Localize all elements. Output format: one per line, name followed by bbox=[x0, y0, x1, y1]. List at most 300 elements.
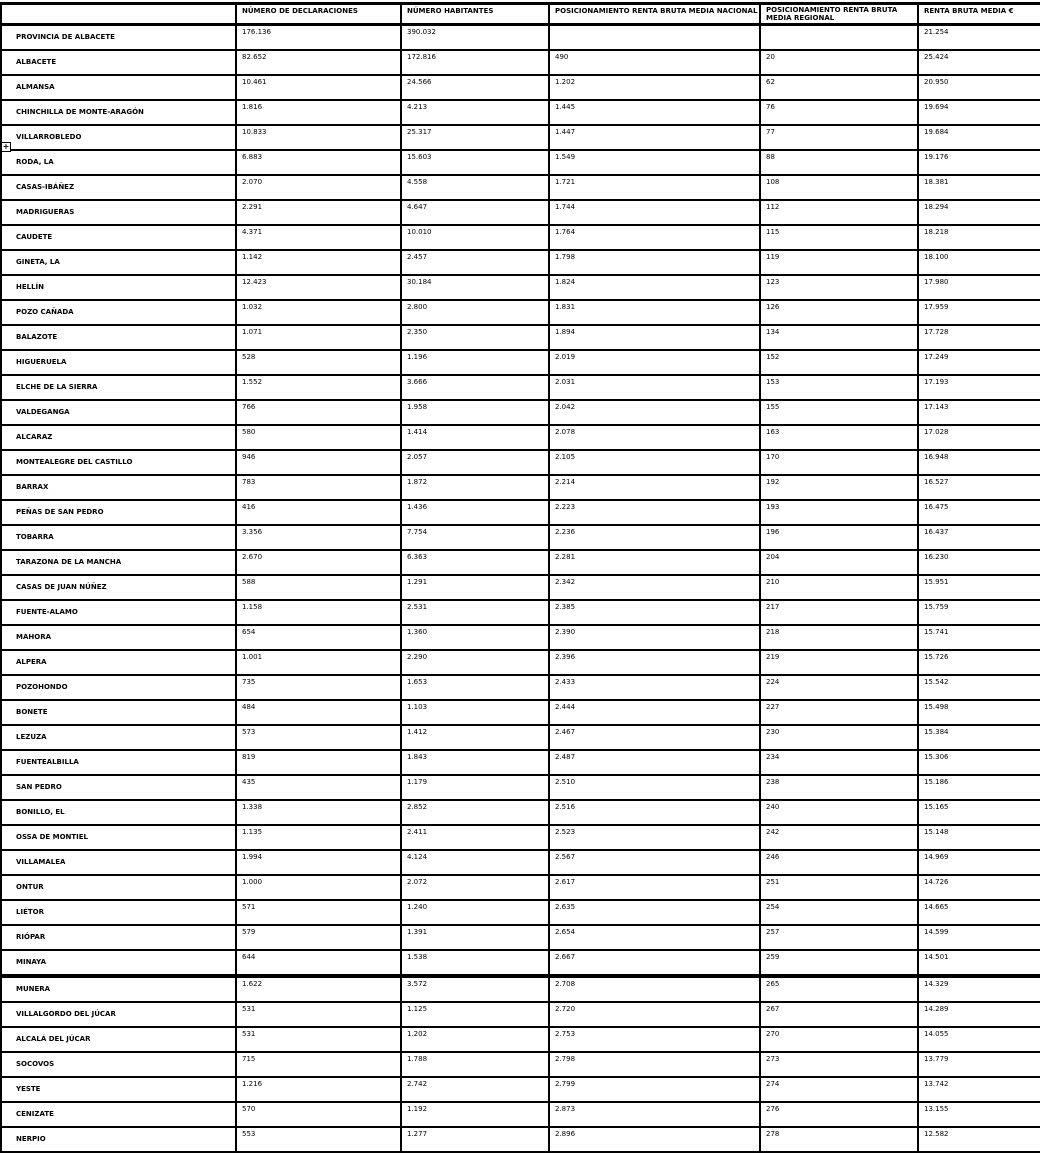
cell-habitantes: 1.196 bbox=[401, 350, 549, 375]
cell-pos-nacional: 490 bbox=[549, 50, 760, 75]
table-row bbox=[1, 850, 1040, 875]
cell-pos-nacional: 1.764 bbox=[549, 225, 760, 250]
municipality-name: CASAS-IBÁÑEZ bbox=[1, 175, 236, 200]
municipality-name: SAN PEDRO bbox=[1, 775, 236, 800]
cell-habitantes: 1.391 bbox=[401, 925, 549, 950]
municipality-name: CHINCHILLA DE MONTE-ARAGÓN bbox=[1, 100, 236, 125]
cell-declaraciones: 735 bbox=[236, 675, 401, 700]
municipality-name: FUENTE-ALAMO bbox=[1, 600, 236, 625]
income-table bbox=[0, 2, 1040, 1153]
cell-pos-nacional: 2.635 bbox=[549, 900, 760, 925]
cell-habitantes: 25.317 bbox=[401, 125, 549, 150]
cell-renta-media: 12.582 bbox=[918, 1127, 1040, 1152]
table-row bbox=[1, 1002, 1040, 1027]
cell-pos-regional: 134 bbox=[760, 325, 918, 350]
cell-renta-media: 15.306 bbox=[918, 750, 1040, 775]
cell-declaraciones: 1.001 bbox=[236, 650, 401, 675]
cell-habitantes: 1.414 bbox=[401, 425, 549, 450]
municipality-name: HIGUERUELA bbox=[1, 350, 236, 375]
municipality-name: VILLALGORDO DEL JÚCAR bbox=[1, 1002, 236, 1027]
table-row bbox=[1, 825, 1040, 850]
cell-pos-nacional: 2.385 bbox=[549, 600, 760, 625]
cell-pos-nacional: 2.281 bbox=[549, 550, 760, 575]
table-row bbox=[1, 75, 1040, 100]
table-row bbox=[1, 50, 1040, 75]
cell-pos-regional: 242 bbox=[760, 825, 918, 850]
cell-declaraciones: 435 bbox=[236, 775, 401, 800]
table-header-row bbox=[1, 4, 1040, 25]
table-row bbox=[1, 900, 1040, 925]
cell-pos-nacional: 1.798 bbox=[549, 250, 760, 275]
table-row bbox=[1, 525, 1040, 550]
cell-pos-regional: 108 bbox=[760, 175, 918, 200]
cell-habitantes: 1.788 bbox=[401, 1052, 549, 1077]
header-declaraciones: NÚMERO DE DECLARACIONES bbox=[236, 4, 401, 25]
cell-declaraciones: 1.816 bbox=[236, 100, 401, 125]
cell-habitantes: 1.192 bbox=[401, 1102, 549, 1127]
cell-renta-media: 15.759 bbox=[918, 600, 1040, 625]
municipality-name: PEÑAS DE SAN PEDRO bbox=[1, 500, 236, 525]
cell-pos-nacional: 2.105 bbox=[549, 450, 760, 475]
cell-renta-media: 17.249 bbox=[918, 350, 1040, 375]
cell-pos-nacional: 2.236 bbox=[549, 525, 760, 550]
cell-pos-nacional: 1.202 bbox=[549, 75, 760, 100]
cell-declaraciones: 2.670 bbox=[236, 550, 401, 575]
cell-pos-nacional: 2.031 bbox=[549, 375, 760, 400]
cell-renta-media: 15.741 bbox=[918, 625, 1040, 650]
cell-declaraciones: 766 bbox=[236, 400, 401, 425]
cell-pos-nacional: 2.873 bbox=[549, 1102, 760, 1127]
cell-pos-regional: 227 bbox=[760, 700, 918, 725]
cell-pos-regional: 192 bbox=[760, 475, 918, 500]
cell-declaraciones: 946 bbox=[236, 450, 401, 475]
cell-pos-nacional: 2.467 bbox=[549, 725, 760, 750]
cell-habitantes: 2.852 bbox=[401, 800, 549, 825]
cell-pos-nacional: 1.894 bbox=[549, 325, 760, 350]
cell-pos-nacional: 1.549 bbox=[549, 150, 760, 175]
cell-pos-regional: 219 bbox=[760, 650, 918, 675]
cell-declaraciones: 3.356 bbox=[236, 525, 401, 550]
cell-habitantes: 15.603 bbox=[401, 150, 549, 175]
municipality-name: MADRIGUERAS bbox=[1, 200, 236, 225]
cell-habitantes: 7.754 bbox=[401, 525, 549, 550]
cell-habitantes: 2.411 bbox=[401, 825, 549, 850]
municipality-name: ONTUR bbox=[1, 875, 236, 900]
cell-renta-media: 18.381 bbox=[918, 175, 1040, 200]
plus-icon[interactable]: + bbox=[2, 142, 10, 151]
table-row bbox=[1, 875, 1040, 900]
cell-renta-media: 17.193 bbox=[918, 375, 1040, 400]
table-row bbox=[1, 150, 1040, 175]
cell-pos-regional: 265 bbox=[760, 976, 918, 1002]
table-row bbox=[1, 125, 1040, 150]
cell-pos-nacional: 2.708 bbox=[549, 976, 760, 1002]
cell-renta-media: 14.969 bbox=[918, 850, 1040, 875]
cell-pos-nacional: 2.342 bbox=[549, 575, 760, 600]
table-row bbox=[1, 575, 1040, 600]
cell-pos-nacional: 2.567 bbox=[549, 850, 760, 875]
cell-pos-regional: 77 bbox=[760, 125, 918, 150]
municipality-name: MINAYA bbox=[1, 950, 236, 976]
cell-pos-nacional: 1.824 bbox=[549, 275, 760, 300]
cell-pos-nacional: 2.896 bbox=[549, 1127, 760, 1152]
cell-renta-media: 16.527 bbox=[918, 475, 1040, 500]
cell-renta-media: 15.165 bbox=[918, 800, 1040, 825]
cell-pos-regional: 217 bbox=[760, 600, 918, 625]
cell-pos-nacional: 2.223 bbox=[549, 500, 760, 525]
cell-renta-media: 14.726 bbox=[918, 875, 1040, 900]
cell-declaraciones: 819 bbox=[236, 750, 401, 775]
cell-habitantes: 4.647 bbox=[401, 200, 549, 225]
header-habitantes: NÚMERO HABITANTES bbox=[401, 4, 549, 25]
cell-pos-regional: 267 bbox=[760, 1002, 918, 1027]
cell-pos-regional: 238 bbox=[760, 775, 918, 800]
cell-renta-media: 16.230 bbox=[918, 550, 1040, 575]
table-row bbox=[1, 325, 1040, 350]
cell-declaraciones: 10.461 bbox=[236, 75, 401, 100]
municipality-name: VILLARROBLEDO bbox=[1, 125, 236, 150]
municipality-name: TOBARRA bbox=[1, 525, 236, 550]
header-pos-regional: POSICIONAMIENTO RENTA BRUTA MEDIA REGIONAL bbox=[760, 4, 918, 25]
cell-pos-nacional: 2.720 bbox=[549, 1002, 760, 1027]
cell-pos-regional: 119 bbox=[760, 250, 918, 275]
municipality-name: POZO CAÑADA bbox=[1, 300, 236, 325]
cell-renta-media: 15.542 bbox=[918, 675, 1040, 700]
cell-declaraciones: 1.071 bbox=[236, 325, 401, 350]
cell-declaraciones: 715 bbox=[236, 1052, 401, 1077]
table-row bbox=[1, 300, 1040, 325]
cell-habitantes: 1.103 bbox=[401, 700, 549, 725]
cell-habitantes: 6.363 bbox=[401, 550, 549, 575]
cell-declaraciones: 416 bbox=[236, 500, 401, 525]
cell-pos-nacional: 2.019 bbox=[549, 350, 760, 375]
cell-habitantes: 2.531 bbox=[401, 600, 549, 625]
cell-renta-media: 13.742 bbox=[918, 1077, 1040, 1102]
table-row bbox=[1, 450, 1040, 475]
cell-declaraciones: 4.371 bbox=[236, 225, 401, 250]
cell-habitantes: 2.072 bbox=[401, 875, 549, 900]
cell-renta-media: 25.424 bbox=[918, 50, 1040, 75]
cell-pos-regional: 274 bbox=[760, 1077, 918, 1102]
cell-pos-regional: 246 bbox=[760, 850, 918, 875]
table-row bbox=[1, 550, 1040, 575]
cell-pos-nacional: 1.447 bbox=[549, 125, 760, 150]
cell-declaraciones: 1.622 bbox=[236, 976, 401, 1002]
table-row bbox=[1, 675, 1040, 700]
cell-renta-media: 16.948 bbox=[918, 450, 1040, 475]
cell-renta-media: 18.218 bbox=[918, 225, 1040, 250]
header-pos-nacional: POSICIONAMIENTO RENTA BRUTA MEDIA NACIONAL bbox=[549, 4, 760, 25]
cell-pos-regional: 240 bbox=[760, 800, 918, 825]
cell-renta-media: 13.779 bbox=[918, 1052, 1040, 1077]
municipality-name: NERPIO bbox=[1, 1127, 236, 1152]
table-row bbox=[1, 175, 1040, 200]
municipality-name: CENIZATE bbox=[1, 1102, 236, 1127]
municipality-name: LIÉTOR bbox=[1, 900, 236, 925]
cell-renta-media: 17.028 bbox=[918, 425, 1040, 450]
cell-pos-nacional: 2.390 bbox=[549, 625, 760, 650]
cell-pos-regional: 115 bbox=[760, 225, 918, 250]
cell-pos-nacional: 2.798 bbox=[549, 1052, 760, 1077]
municipality-name: LEZUZA bbox=[1, 725, 236, 750]
cell-pos-regional: 193 bbox=[760, 500, 918, 525]
table-row bbox=[1, 1027, 1040, 1052]
cell-renta-media: 17.143 bbox=[918, 400, 1040, 425]
cell-declaraciones: 654 bbox=[236, 625, 401, 650]
cell-renta-media: 17.959 bbox=[918, 300, 1040, 325]
cell-pos-nacional: 2.487 bbox=[549, 750, 760, 775]
cell-renta-media: 14.289 bbox=[918, 1002, 1040, 1027]
municipality-name: VALDEGANGA bbox=[1, 400, 236, 425]
cell-pos-nacional: 2.799 bbox=[549, 1077, 760, 1102]
cell-declaraciones: 484 bbox=[236, 700, 401, 725]
cell-declaraciones: 553 bbox=[236, 1127, 401, 1152]
cell-declaraciones: 1.000 bbox=[236, 875, 401, 900]
municipality-name: BONETE bbox=[1, 700, 236, 725]
cell-pos-regional: 257 bbox=[760, 925, 918, 950]
cell-declaraciones: 12.423 bbox=[236, 275, 401, 300]
municipality-name: ALCARAZ bbox=[1, 425, 236, 450]
cell-habitantes: 4.213 bbox=[401, 100, 549, 125]
cell-declaraciones: 176.136 bbox=[236, 25, 401, 51]
cell-declaraciones: 1.032 bbox=[236, 300, 401, 325]
cell-renta-media: 17.728 bbox=[918, 325, 1040, 350]
cell-pos-regional: 153 bbox=[760, 375, 918, 400]
cell-declaraciones: 570 bbox=[236, 1102, 401, 1127]
table-row bbox=[1, 25, 1040, 51]
cell-renta-media: 16.475 bbox=[918, 500, 1040, 525]
cell-renta-media: 19.684 bbox=[918, 125, 1040, 150]
cell-pos-regional: 76 bbox=[760, 100, 918, 125]
cell-pos-regional: 278 bbox=[760, 1127, 918, 1152]
cell-habitantes: 1.436 bbox=[401, 500, 549, 525]
cell-habitantes: 1.291 bbox=[401, 575, 549, 600]
cell-pos-nacional: 1.721 bbox=[549, 175, 760, 200]
table-row bbox=[1, 976, 1040, 1002]
municipality-name: HELLÍN bbox=[1, 275, 236, 300]
cell-pos-regional: 163 bbox=[760, 425, 918, 450]
municipality-name: ALMANSA bbox=[1, 75, 236, 100]
cell-pos-nacional: 2.523 bbox=[549, 825, 760, 850]
municipality-name: MONTEALEGRE DEL CASTILLO bbox=[1, 450, 236, 475]
cell-renta-media: 15.726 bbox=[918, 650, 1040, 675]
cell-declaraciones: 1.994 bbox=[236, 850, 401, 875]
municipality-name: RIÓPAR bbox=[1, 925, 236, 950]
cell-habitantes: 2.057 bbox=[401, 450, 549, 475]
cell-pos-nacional: 2.510 bbox=[549, 775, 760, 800]
cell-renta-media: 15.186 bbox=[918, 775, 1040, 800]
municipality-name: CASAS DE JUAN NÚÑEZ bbox=[1, 575, 236, 600]
table-row bbox=[1, 600, 1040, 625]
table-row bbox=[1, 650, 1040, 675]
table-row bbox=[1, 500, 1040, 525]
cell-declaraciones: 644 bbox=[236, 950, 401, 976]
cell-pos-nacional: 2.617 bbox=[549, 875, 760, 900]
municipality-name: VILLAMALEA bbox=[1, 850, 236, 875]
cell-renta-media: 15.148 bbox=[918, 825, 1040, 850]
table-row bbox=[1, 350, 1040, 375]
table-row bbox=[1, 925, 1040, 950]
cell-declaraciones: 6.883 bbox=[236, 150, 401, 175]
cell-renta-media: 21.254 bbox=[918, 25, 1040, 51]
header-renta-media: RENTA BRUTA MEDIA € bbox=[918, 4, 1040, 25]
cell-habitantes: 24.566 bbox=[401, 75, 549, 100]
table-row bbox=[1, 700, 1040, 725]
cell-pos-nacional: 2.753 bbox=[549, 1027, 760, 1052]
cell-habitantes: 1.360 bbox=[401, 625, 549, 650]
table-row bbox=[1, 775, 1040, 800]
table-row bbox=[1, 200, 1040, 225]
cell-habitantes: 3.572 bbox=[401, 976, 549, 1002]
municipality-name: MUNERA bbox=[1, 976, 236, 1002]
cell-pos-nacional: 2.516 bbox=[549, 800, 760, 825]
cell-renta-media: 19.176 bbox=[918, 150, 1040, 175]
cell-pos-regional: 123 bbox=[760, 275, 918, 300]
municipality-name: TARAZONA DE LA MANCHA bbox=[1, 550, 236, 575]
cell-pos-nacional: 2.654 bbox=[549, 925, 760, 950]
cell-pos-nacional: 1.744 bbox=[549, 200, 760, 225]
table-row bbox=[1, 250, 1040, 275]
cell-declaraciones: 2.070 bbox=[236, 175, 401, 200]
cell-habitantes: 1.240 bbox=[401, 900, 549, 925]
cell-declaraciones: 531 bbox=[236, 1002, 401, 1027]
cell-declaraciones: 82.652 bbox=[236, 50, 401, 75]
municipality-name: ELCHE DE LA SIERRA bbox=[1, 375, 236, 400]
cell-renta-media: 14.329 bbox=[918, 976, 1040, 1002]
cell-renta-media: 16.437 bbox=[918, 525, 1040, 550]
table-row bbox=[1, 375, 1040, 400]
cell-pos-nacional: 2.214 bbox=[549, 475, 760, 500]
cell-declaraciones: 1.135 bbox=[236, 825, 401, 850]
cell-pos-regional: 155 bbox=[760, 400, 918, 425]
cell-declaraciones: 1.216 bbox=[236, 1077, 401, 1102]
cell-habitantes: 2.742 bbox=[401, 1077, 549, 1102]
cell-habitantes: 30.184 bbox=[401, 275, 549, 300]
cell-habitantes: 2.800 bbox=[401, 300, 549, 325]
cell-habitantes: 1.653 bbox=[401, 675, 549, 700]
cell-pos-nacional: 2.444 bbox=[549, 700, 760, 725]
cell-pos-regional: 20 bbox=[760, 50, 918, 75]
cell-declaraciones: 571 bbox=[236, 900, 401, 925]
cell-declaraciones: 10.833 bbox=[236, 125, 401, 150]
cell-pos-regional: 210 bbox=[760, 575, 918, 600]
header-municipio bbox=[1, 4, 236, 25]
cell-pos-regional: 126 bbox=[760, 300, 918, 325]
cell-pos-regional: 224 bbox=[760, 675, 918, 700]
cell-pos-nacional: 2.042 bbox=[549, 400, 760, 425]
cell-pos-regional: 170 bbox=[760, 450, 918, 475]
municipality-name: GINETA, LA bbox=[1, 250, 236, 275]
cell-habitantes: 1.872 bbox=[401, 475, 549, 500]
cell-renta-media: 17.980 bbox=[918, 275, 1040, 300]
municipality-name: RODA, LA bbox=[1, 150, 236, 175]
municipality-name: BALAZOTE bbox=[1, 325, 236, 350]
cell-pos-regional: 230 bbox=[760, 725, 918, 750]
cell-pos-nacional: 2.667 bbox=[549, 950, 760, 976]
municipality-name: CAUDETE bbox=[1, 225, 236, 250]
municipality-name: SOCOVOS bbox=[1, 1052, 236, 1077]
table-row bbox=[1, 475, 1040, 500]
municipality-name: BARRAX bbox=[1, 475, 236, 500]
cell-habitantes: 1.958 bbox=[401, 400, 549, 425]
cell-renta-media: 18.294 bbox=[918, 200, 1040, 225]
cell-declaraciones: 531 bbox=[236, 1027, 401, 1052]
cell-habitantes: 3.666 bbox=[401, 375, 549, 400]
cell-renta-media: 20.950 bbox=[918, 75, 1040, 100]
cell-pos-regional: 204 bbox=[760, 550, 918, 575]
cell-renta-media: 14.599 bbox=[918, 925, 1040, 950]
cell-pos-regional: 259 bbox=[760, 950, 918, 976]
cell-pos-regional: 270 bbox=[760, 1027, 918, 1052]
municipality-name: ALCALÁ DEL JÚCAR bbox=[1, 1027, 236, 1052]
cell-pos-regional: 251 bbox=[760, 875, 918, 900]
cell-renta-media: 15.951 bbox=[918, 575, 1040, 600]
cell-declaraciones: 1.142 bbox=[236, 250, 401, 275]
cell-declaraciones: 528 bbox=[236, 350, 401, 375]
cell-renta-media: 15.384 bbox=[918, 725, 1040, 750]
municipality-name: POZOHONDO bbox=[1, 675, 236, 700]
municipality-name: YESTE bbox=[1, 1077, 236, 1102]
table-row bbox=[1, 275, 1040, 300]
cell-habitantes: 390.032 bbox=[401, 25, 549, 51]
cell-pos-regional: 112 bbox=[760, 200, 918, 225]
cell-pos-regional: 254 bbox=[760, 900, 918, 925]
cell-pos-regional bbox=[760, 25, 918, 51]
cell-pos-nacional: 2.396 bbox=[549, 650, 760, 675]
table-row bbox=[1, 1102, 1040, 1127]
cell-pos-nacional: 2.433 bbox=[549, 675, 760, 700]
municipality-name: MAHORA bbox=[1, 625, 236, 650]
cell-pos-nacional: 1.445 bbox=[549, 100, 760, 125]
cell-pos-regional: 88 bbox=[760, 150, 918, 175]
table-row bbox=[1, 225, 1040, 250]
cell-declaraciones: 579 bbox=[236, 925, 401, 950]
cell-pos-regional: 234 bbox=[760, 750, 918, 775]
table-row bbox=[1, 725, 1040, 750]
table-row bbox=[1, 1077, 1040, 1102]
cell-pos-regional: 276 bbox=[760, 1102, 918, 1127]
municipality-name: FUENTEALBILLA bbox=[1, 750, 236, 775]
cell-habitantes: 1.277 bbox=[401, 1127, 549, 1152]
cell-habitantes: 2.290 bbox=[401, 650, 549, 675]
cell-habitantes: 4.124 bbox=[401, 850, 549, 875]
municipality-name: ALPERA bbox=[1, 650, 236, 675]
cell-renta-media: 15.498 bbox=[918, 700, 1040, 725]
cell-habitantes: 172.816 bbox=[401, 50, 549, 75]
cell-pos-regional: 273 bbox=[760, 1052, 918, 1077]
table-row bbox=[1, 800, 1040, 825]
cell-habitantes: 1.125 bbox=[401, 1002, 549, 1027]
cell-habitantes: 1.412 bbox=[401, 725, 549, 750]
cell-pos-regional: 152 bbox=[760, 350, 918, 375]
cell-renta-media: 13.155 bbox=[918, 1102, 1040, 1127]
cell-declaraciones: 1.552 bbox=[236, 375, 401, 400]
cell-declaraciones: 1.338 bbox=[236, 800, 401, 825]
table-row bbox=[1, 750, 1040, 775]
municipality-name: ALBACETE bbox=[1, 50, 236, 75]
cell-declaraciones: 783 bbox=[236, 475, 401, 500]
cell-declaraciones: 588 bbox=[236, 575, 401, 600]
cell-declaraciones: 580 bbox=[236, 425, 401, 450]
cell-pos-nacional: 2.078 bbox=[549, 425, 760, 450]
municipality-name: BONILLO, EL bbox=[1, 800, 236, 825]
cell-pos-regional: 62 bbox=[760, 75, 918, 100]
cell-habitantes: 1.843 bbox=[401, 750, 549, 775]
cell-declaraciones: 2.291 bbox=[236, 200, 401, 225]
table-row bbox=[1, 1127, 1040, 1152]
cell-renta-media: 14.501 bbox=[918, 950, 1040, 976]
cell-habitantes: 4.558 bbox=[401, 175, 549, 200]
